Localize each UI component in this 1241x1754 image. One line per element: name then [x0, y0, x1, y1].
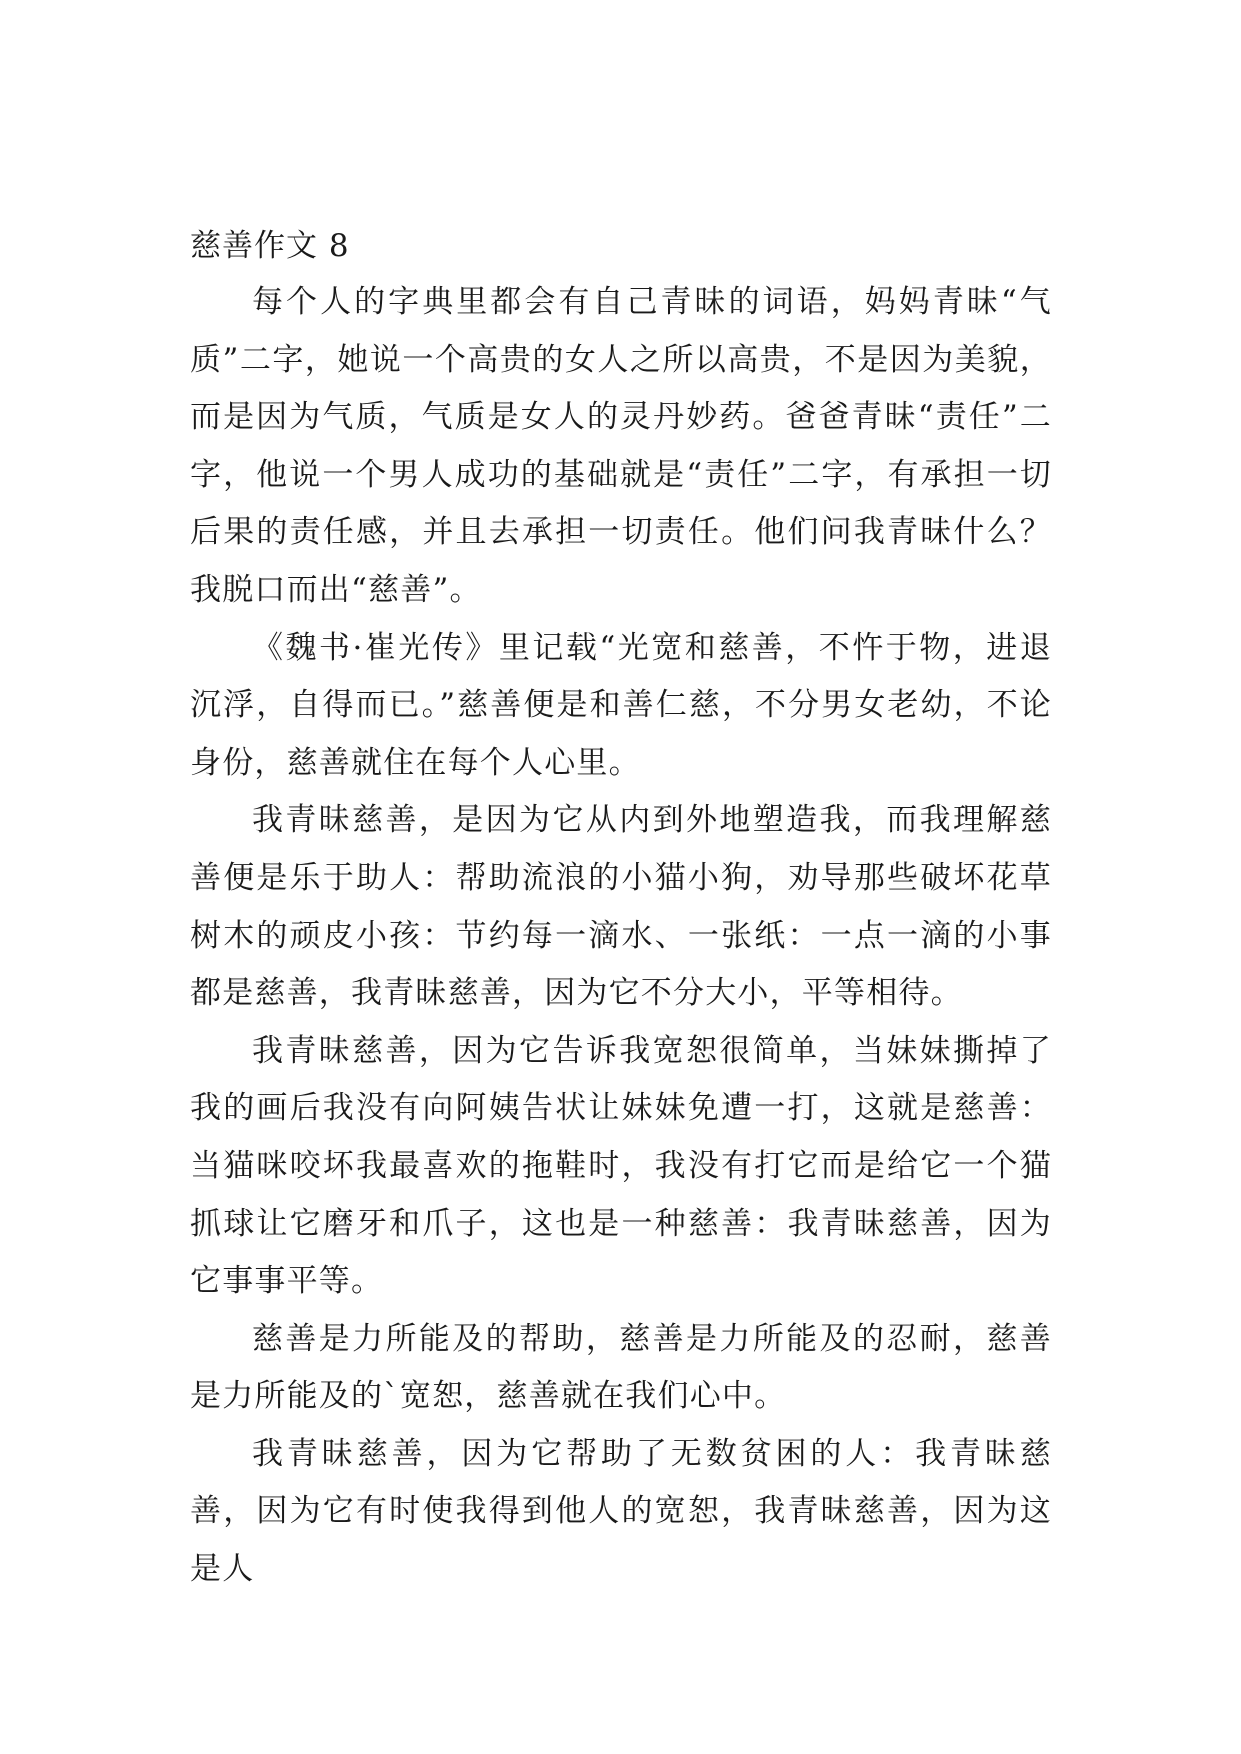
document-title: 慈善作文 8	[190, 228, 350, 264]
paragraph-2: 《魏书·崔光传》里记载“光宽和慈善，不忤于物，进退沉浮，自得而已。”慈善便是和善仁慈，不分男女老幼，不论身份，慈善就住在每个人心里。	[190, 629, 1052, 781]
paragraph-5: 慈善是力所能及的帮助，慈善是力所能及的忍耐，慈善是力所能及的`宽恕，慈善就在我们心中。	[190, 1320, 1052, 1415]
paragraph-3: 我青昧慈善，是因为它从内到外地塑造我，而我理解慈善便是乐于助人：帮助流浪的小猫小狗，劝导那些破坏花草树木的顽皮小孩：节约每一滴水、一张纸：一点一滴的小事都是慈善，我青昧慈善，因为它不分大小，平等相待。	[190, 802, 1052, 1012]
document-page	[190, 218, 1052, 1599]
paragraph-4: 我青昧慈善，因为它告诉我宽恕很简单，当妹妹撕掉了我的画后我没有向阿姨告状让妹妹免遭一打，这就是慈善：当猫咪咬坏我最喜欢的拖鞋时，我没有打它而是给它一个猫抓球让它磨牙和爪子，这也是一种慈善：我青昧慈善，因为它事事平等。	[190, 1032, 1052, 1300]
paragraph-1: 每个人的字典里都会有自己青昧的词语，妈妈青昧“气质”二字，她说一个高贵的女人之所以高贵，不是因为美貌，而是因为气质，气质是女人的灵丹妙药。爸爸青昧“责任”二字，他说一个男人成功的基础就是“责任”二字，有承担一切后果的责任感，并且去承担一切责任。他们问我青昧什么？我脱口而出“慈善”。	[190, 284, 1052, 608]
paragraph-6: 我青昧慈善，因为它帮助了无数贫困的人：我青昧慈善，因为它有时使我得到他人的宽恕，我青昧慈善，因为这是人	[190, 1435, 1052, 1588]
